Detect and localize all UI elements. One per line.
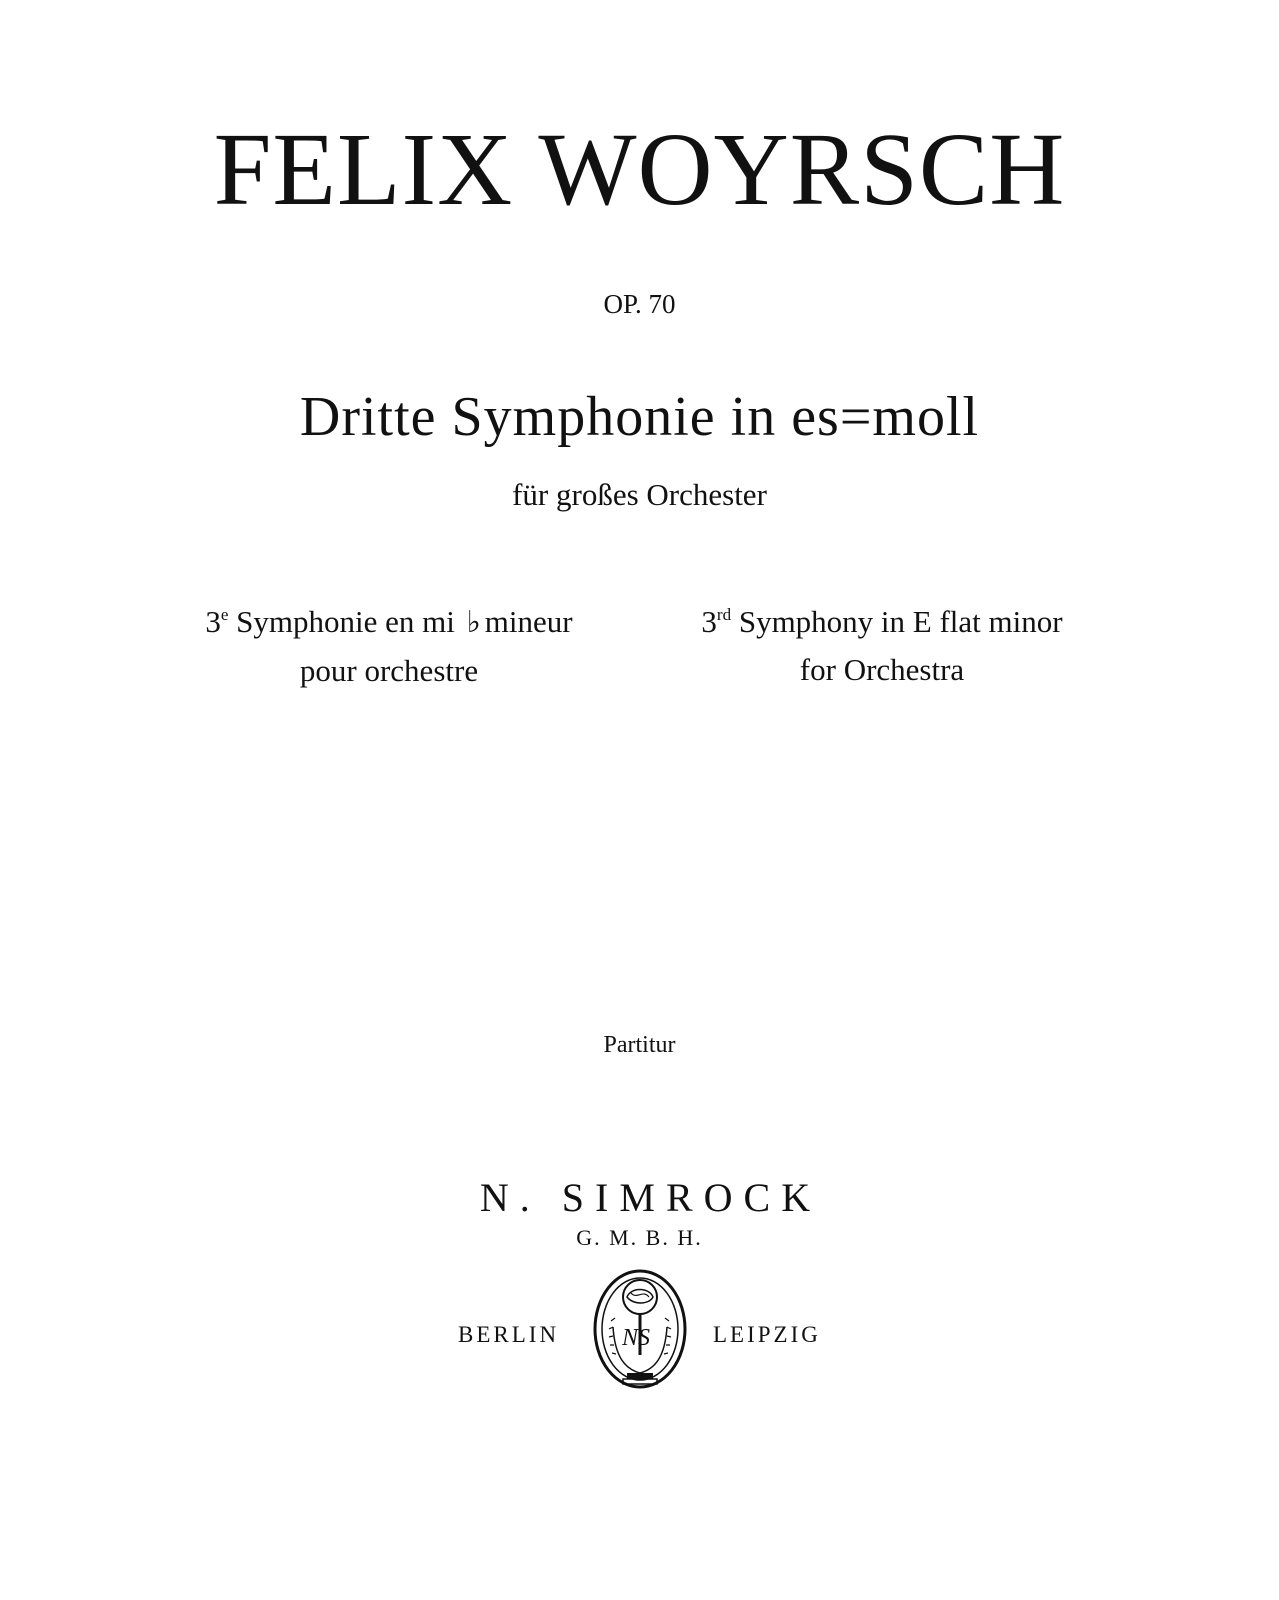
symphony-number-fr: 3 — [205, 604, 221, 639]
publisher-name: N. SIMROCK — [479, 1175, 822, 1220]
publisher-suffix: G. M. B. H. — [576, 1225, 703, 1250]
title-english-line1 — [660, 598, 1104, 646]
score-label: Partitur — [603, 1032, 676, 1058]
publisher-seal-icon — [591, 1267, 689, 1395]
composer-name: FELIX WOYRSCH — [213, 112, 1066, 227]
flat-sign-icon: ♭ — [466, 606, 481, 639]
title-french-part-b: mineur — [484, 604, 573, 639]
title-german: Dritte Symphonie in es=moll — [299, 386, 980, 448]
symphony-number-en: 3 — [701, 604, 717, 639]
title-english-line2: for Orchestra — [799, 652, 965, 687]
title-french-part-a: Symphonie en mi — [236, 604, 455, 639]
city-leipzig: LEIPZIG — [713, 1322, 821, 1347]
seal-monogram: NS — [622, 1325, 651, 1351]
title-french-line2: pour orchestre — [299, 653, 479, 688]
ordinal-suffix-en: rd — [716, 605, 732, 624]
title-english-block — [660, 598, 1104, 694]
opus-number: OP. 70 — [603, 289, 676, 319]
title-french-line1 — [170, 598, 608, 647]
subtitle-german: für großes Orchester — [512, 477, 767, 512]
ordinal-suffix-fr: e — [220, 605, 229, 624]
city-berlin: BERLIN — [458, 1322, 560, 1347]
title-french-block — [170, 598, 608, 695]
title-english-text: Symphony in E flat minor — [738, 604, 1063, 639]
